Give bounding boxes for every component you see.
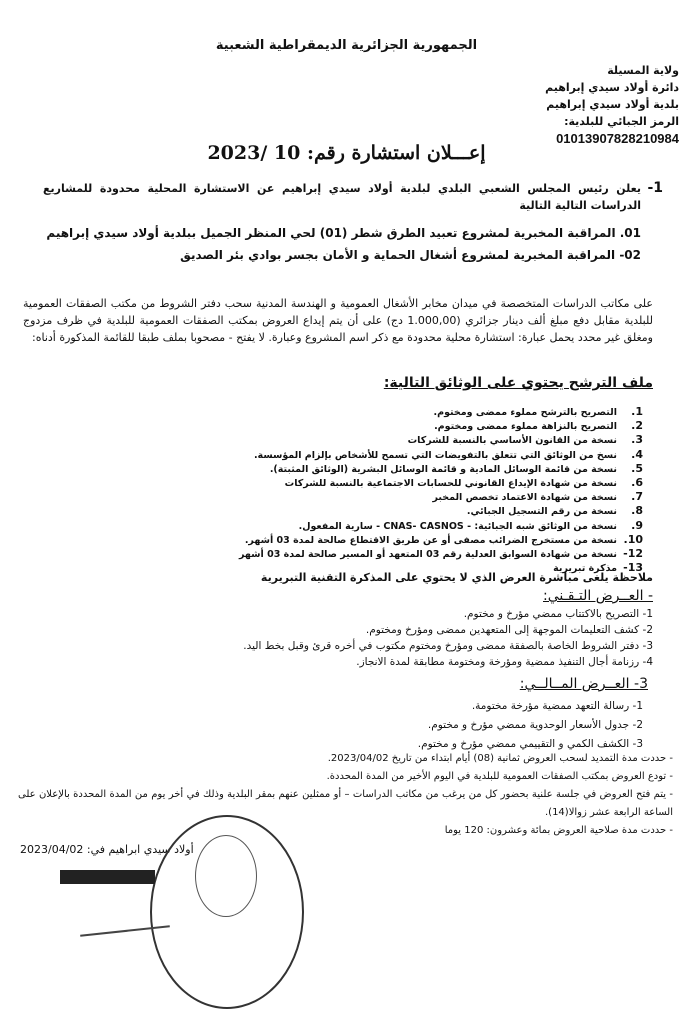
list-item: 4.نسخ من الوثائق التي تتعلق بالتفويضات التي تسمح للأشخاص بإلزام المؤسسة. bbox=[253, 447, 643, 461]
list-item: 2- جدول الأسعار الوحدوية ممضي مؤرخ و مختوم. bbox=[427, 719, 643, 731]
list-item: 1- التصريح بالاكتتاب ممضي مؤرخ و مختوم. bbox=[463, 608, 653, 620]
list-item: 10.نسخة من مستخرج الضرائب مصفى أو عن طريق الاقتطاع صالحة لمدة 03 أشهر. bbox=[244, 532, 643, 546]
financial-list bbox=[418, 697, 643, 754]
intro-number: 1- bbox=[647, 180, 663, 196]
list-item: 13-مذكرة تبريرية bbox=[553, 561, 643, 575]
list-item: 3.نسخة من القانون الأساسي بالنسبة للشركات bbox=[407, 433, 643, 447]
terms bbox=[18, 750, 673, 840]
financial-heading: 3- العــرض المــالــي: bbox=[519, 676, 648, 692]
tax-code-label: الرمز الجبائي للبلدية: bbox=[564, 115, 679, 128]
documents-heading: ملف الترشح يحتوي على الوثائق التالية: bbox=[383, 375, 653, 391]
term: - حددت مدة صلاحية العروض بمائة وعشرون: 120 يوما bbox=[444, 825, 673, 836]
note: ملاحظة يلغى مباشرة العرض الذي لا يحتوي على المذكرة التقنية التبريرية bbox=[260, 571, 653, 584]
project-2: 02- المراقبة المخبرية لمشروع أشغال الحماية و الأمان بجسر بوادي بئر الصديق bbox=[180, 248, 641, 262]
list-item: 1- رسالة التعهد ممضية مؤرخة مختومة. bbox=[471, 700, 643, 712]
technical-list bbox=[243, 606, 653, 670]
document-title: إعـــلان استشارة رقم: 10 /2023 bbox=[207, 142, 486, 164]
intro-text: يعلن رئيس المجلس الشعبي البلدي لبلدية أولاد سيدي إبراهيم عن الاستشارة المحلية محدودة للمشاريع الدراسات التالية التالية bbox=[43, 182, 641, 212]
intro bbox=[43, 180, 663, 266]
wilaya: ولاية المسيلة bbox=[607, 64, 679, 77]
list-item: 3- دفتر الشروط الخاصة بالصفقة ممضى ومؤرخ ومختوم مكتوب في أخره قرئ وقبل بخط اليد. bbox=[243, 640, 653, 652]
issuer-block bbox=[545, 62, 679, 147]
daira: دائرة أولاد سيدي إبراهيم bbox=[545, 81, 679, 94]
project-1: 01. المراقبة المخبرية لمشروع تعبيد الطرق شطر (01) لحي المنظر الجميل ببلدية أولاد سيدي إبراهيم bbox=[46, 226, 641, 240]
list-item: 12-نسخة من شهادة السوابق العدلية رقم 03 المتعهد أو المسير صالحة لمدة 03 أشهر bbox=[238, 547, 643, 561]
list-item: 6.نسخة من شهادة الإيداع القانوني للحسابات الاجتماعية بالنسبة للشركات bbox=[284, 476, 643, 490]
term: - حددت مدة التمديد لسحب العروض ثمانية (08) أيام ابتداء من تاريخ 2023/04/02. bbox=[327, 753, 673, 764]
list-item: 5.نسخة من قائمة الوسائل المادية و قائمة الوسائل البشرية (الوثائق المثبتة). bbox=[269, 461, 643, 475]
tax-code: 01013907828210984 bbox=[556, 131, 679, 146]
signature-block bbox=[60, 870, 155, 884]
list-item: 7.نسخة من شهادة الاعتماد تخصص المخبر bbox=[432, 490, 643, 504]
list-item: 2- كشف التعليمات الموجهة إلى المتعهدين ممضى ومؤرخ ومختوم. bbox=[365, 624, 653, 636]
list-item: 8.نسخة من رقم التسجيل الجبائي. bbox=[466, 504, 643, 518]
conditions-paragraph: على مكاتب الدراسات المتخصصة في ميدان مخابر الأشغال العمومية و الهندسة المدنية سحب دفتر الشروط من مكتب الصفقات العمومية للبلدية مقابل دفع مبلغ ألف دينار جزائري (1.000,00 دج) على أن يتم إيداع العروض بمكتب الصفقات العمومية للبلدية في ظرف مزدوج ومغلق غير محدد يحمل عبارة: استشارة محلية محدودة مع ذكر اسم المشروع وعبارة. لا يفتح - مصحوبا بملف طبقا للقائمة المذكورة أدناه: bbox=[23, 297, 653, 344]
republic-header: الجمهورية الجزائرية الديمقراطية الشعبية bbox=[215, 38, 478, 53]
term: - تودع العروض بمكتب الصفقات العمومية للبلدية في اليوم الأخير من المدة المحددة. bbox=[326, 771, 673, 782]
list-item: 9.نسخة من الوثائق شبه الجبائية: - CNAS- CASNOS - سارية المفعول. bbox=[298, 518, 643, 532]
list-item: 2.التصريح بالنزاهة مملوء ممضى ومختوم. bbox=[434, 419, 643, 433]
term: - يتم فتح العروض في جلسة علنية بحضور كل من يرغب من مكاتب الدراسات – أو ممثلين عنهم بمقر البلدية وذلك في أخر يوم من المدة المحددة بالإعلان على الساعة الرابعة عشر زوالا(14). bbox=[18, 789, 673, 818]
documents-list bbox=[239, 405, 643, 575]
technical-heading: - العــرض التـقـني: bbox=[543, 588, 653, 604]
place-date: أولاد سيدي ابراهيم في: 2023/04/02 bbox=[20, 843, 194, 856]
emblem-icon bbox=[195, 835, 257, 917]
list-item: 3- الكشف الكمي و التقييمي ممضي مؤرخ و مختوم. bbox=[417, 738, 643, 750]
commune: بلدية أولاد سيدي إبراهيم bbox=[546, 98, 679, 111]
list-item: 4- رزنامة أجال التنفيذ ممضية ومؤرخة ومختومة مطابقة لمدة الانجاز. bbox=[356, 656, 653, 668]
list-item: 1.التصريح بالترشح مملوء ممضى ومختوم. bbox=[433, 405, 643, 418]
